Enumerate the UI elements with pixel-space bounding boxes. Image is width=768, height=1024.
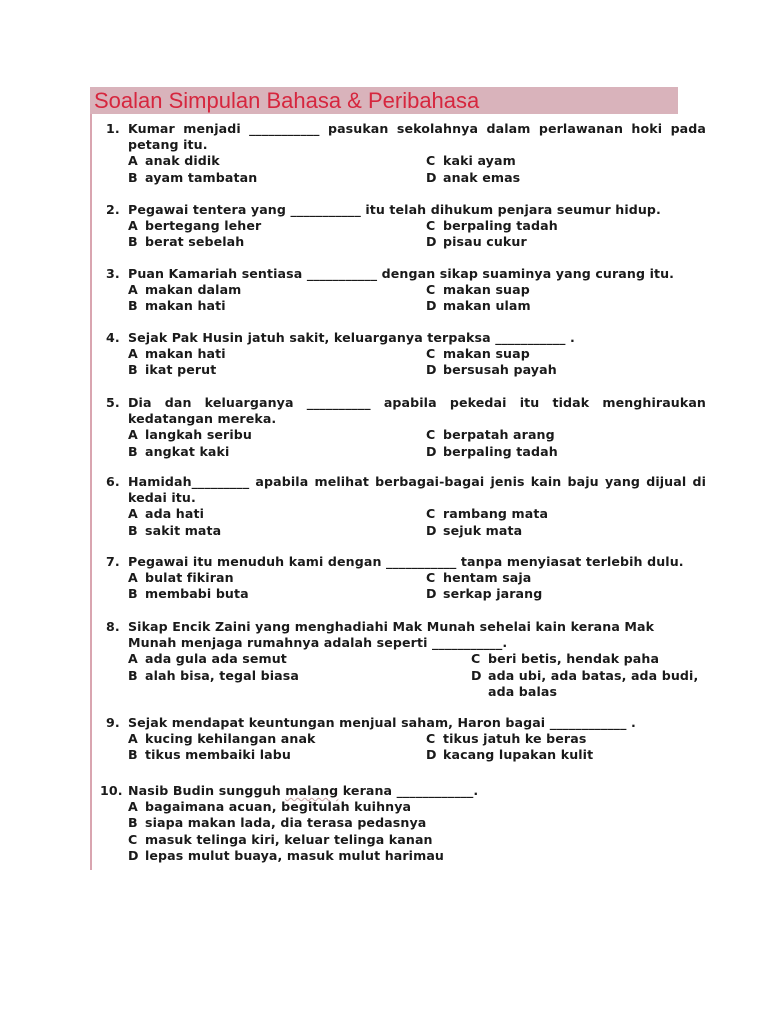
question-text: Sejak Pak Husin jatuh sakit, keluarganya terpaksa ___________ . [128,330,575,345]
question-text-part: kerana ____________. [338,783,479,798]
option-letter: C [426,153,436,169]
option-letter: A [128,570,138,586]
option-c[interactable] [128,832,700,848]
option-text: ikat perut [145,362,217,378]
option-letter: B [128,169,138,185]
option-text: kaki ayam [443,153,516,169]
option-b[interactable] [128,747,426,763]
option-letter: D [426,522,437,538]
option-c[interactable] [426,346,706,362]
option-letter: B [128,522,138,538]
question-7 [106,554,706,603]
option-a[interactable] [128,651,471,667]
question-number: 3. [106,266,120,281]
option-text: anak didik [145,153,220,169]
option-c[interactable] [471,651,706,667]
option-c[interactable] [426,218,706,234]
option-text: makan suap [443,282,530,298]
option-b[interactable] [128,523,426,539]
option-letter: D [471,667,482,683]
question-text: Pegawai tentera yang ___________ itu telah dihukum penjara seumur hidup. [128,202,661,217]
option-b[interactable] [128,815,700,831]
option-b[interactable] [128,170,426,186]
option-d[interactable] [471,668,706,700]
option-letter: C [426,731,436,747]
option-b[interactable] [128,298,426,314]
option-text: ada ubi, ada batas, ada budi, ada balas [488,667,699,699]
question-6 [106,474,706,539]
option-d[interactable] [426,444,706,460]
option-letter: A [128,153,138,169]
option-c[interactable] [426,153,706,169]
option-letter: C [426,218,436,234]
question-text: Sejak mendapat keuntungan menjual saham, Haron bagai ____________ . [128,715,636,730]
option-letter: A [128,427,138,443]
option-text: angkat kaki [145,443,230,459]
question-number: 6. [106,474,120,489]
option-c[interactable] [426,570,706,586]
question-number: 1. [106,121,120,136]
option-letter: A [128,218,138,234]
option-letter: B [128,443,138,459]
option-text: tikus membaiki labu [145,747,291,763]
option-letter: C [426,282,436,298]
question-text: Hamidah_________ apabila melihat berbagai-bagai jenis kain baju yang dijual di kedai itu. [128,474,706,506]
option-text: berpatah arang [443,427,555,443]
option-letter: D [426,362,437,378]
option-d[interactable] [426,362,706,378]
option-letter: D [128,847,139,863]
option-text: serkap jarang [443,586,543,602]
option-d[interactable] [426,298,706,314]
option-text: langkah seribu [145,427,252,443]
option-a[interactable] [128,282,426,298]
option-text: alah bisa, tegal biasa [145,667,299,683]
question-2 [106,202,706,251]
option-a[interactable] [128,731,426,747]
option-a[interactable] [128,427,426,443]
option-text: bulat fikiran [145,570,234,586]
option-d[interactable] [426,170,706,186]
option-text: sakit mata [145,522,222,538]
option-d[interactable] [426,586,706,602]
option-text: hentam saja [443,570,532,586]
option-letter: A [128,731,138,747]
option-text: berpaling tadah [443,218,558,234]
question-text: Dia dan keluarganya __________ apabila pekedai itu tidak menghiraukan kedatangan mereka. [128,395,706,427]
option-b[interactable] [128,586,426,602]
option-text: sejuk mata [443,522,523,538]
option-text: ada gula ada semut [145,651,287,667]
question-5 [106,395,706,460]
option-text: anak emas [443,169,521,185]
option-letter: D [426,586,437,602]
option-c[interactable] [426,506,706,522]
option-text: ada hati [145,506,204,522]
option-c[interactable] [426,427,706,443]
option-text: pisau cukur [443,234,527,250]
worksheet-title: Soalan Simpulan Bahasa & Peribahasa [94,88,480,113]
question-number: 9. [106,715,120,730]
option-letter: B [128,667,138,683]
question-number: 8. [106,619,120,634]
option-d[interactable] [426,234,706,250]
option-d[interactable] [128,848,700,864]
question-9 [106,715,706,764]
option-b[interactable] [128,444,426,460]
option-letter: C [471,651,481,667]
option-letter: D [426,747,437,763]
question-number: 4. [106,330,120,345]
question-number: 10. [100,783,123,798]
option-b[interactable] [128,668,471,700]
question-text: Pegawai itu menuduh kami dengan ___________ tanpa menyiasat terlebih dulu. [128,554,684,569]
question-10 [100,783,700,864]
option-text: berat sebelah [145,234,245,250]
option-c[interactable] [426,282,706,298]
option-a[interactable] [128,218,426,234]
option-text: makan hati [145,346,226,362]
option-letter: D [426,169,437,185]
option-text: membabi buta [145,586,249,602]
question-text: Sikap Encik Zaini yang menghadiahi Mak Munah sehelai kain kerana Mak Munah menjaga rumahnya adalah seperti ___________. [128,619,655,651]
option-b[interactable] [128,234,426,250]
title-bar [90,87,678,114]
option-letter: D [426,443,437,459]
option-text: rambang mata [443,506,549,522]
question-text: Puan Kamariah sentiasa ___________ dengan sikap suaminya yang curang itu. [128,266,675,281]
option-letter: B [128,586,138,602]
option-letter: C [128,831,138,847]
option-text: beri betis, hendak paha [488,651,660,667]
option-letter: B [128,747,138,763]
option-a[interactable] [128,346,426,362]
option-letter: B [128,815,138,831]
option-a[interactable] [128,570,426,586]
option-d[interactable] [426,523,706,539]
question-4 [106,330,706,379]
option-letter: C [426,346,436,362]
option-a[interactable] [128,799,700,815]
option-letter: B [128,298,138,314]
question-text: Kumar menjadi ___________ pasukan sekolahnya dalam perlawanan hoki pada petang itu. [128,121,706,153]
option-letter: A [128,651,138,667]
option-text: ayam tambatan [145,169,258,185]
question-3 [106,266,706,315]
option-text: makan suap [443,346,530,362]
option-text: masuk telinga kiri, keluar telinga kanan [145,831,433,847]
question-number: 5. [106,395,120,410]
option-letter: D [426,234,437,250]
option-text: bertegang leher [145,218,262,234]
worksheet [90,87,710,870]
option-letter: B [128,234,138,250]
option-text: makan dalam [145,282,242,298]
question-text-part: Nasib Budin sungguh [128,783,286,798]
option-letter: A [128,799,138,815]
question-8 [106,619,706,700]
question-number: 7. [106,554,120,569]
option-text: siapa makan lada, dia terasa pedasnya [145,815,427,831]
option-a[interactable] [128,153,426,169]
question-1 [106,121,706,186]
option-b[interactable] [128,362,426,378]
option-c[interactable] [426,731,706,747]
option-letter: A [128,506,138,522]
option-letter: A [128,282,138,298]
question-number: 2. [106,202,120,217]
option-d[interactable] [426,747,706,763]
option-text: berpaling tadah [443,443,558,459]
option-text: lepas mulut buaya, masuk mulut harimau [145,847,444,863]
option-letter: C [426,427,436,443]
option-letter: C [426,570,436,586]
option-text: bersusah payah [443,362,557,378]
left-margin-rule [90,87,92,870]
option-letter: D [426,298,437,314]
option-text: makan ulam [443,298,531,314]
option-text: bagaimana acuan, begitulah kuihnya [145,799,412,815]
option-text: makan hati [145,298,226,314]
question-text [128,783,700,799]
option-text: tikus jatuh ke beras [443,731,587,747]
spellcheck-underlined-word: malang [285,783,339,798]
option-letter: B [128,362,138,378]
option-letter: C [426,506,436,522]
option-text: kacang lupakan kulit [443,747,594,763]
option-letter: A [128,346,138,362]
option-a[interactable] [128,506,426,522]
option-text: kucing kehilangan anak [145,731,316,747]
